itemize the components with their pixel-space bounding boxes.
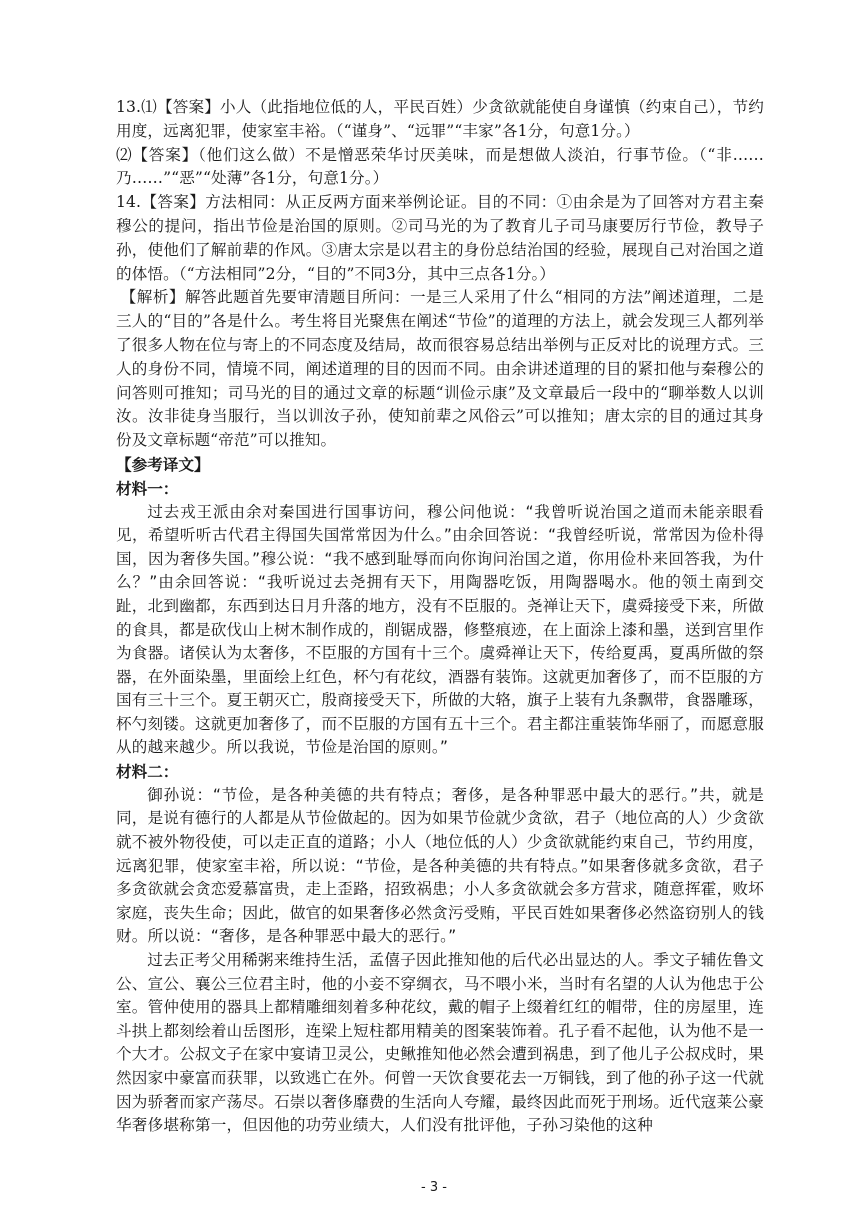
- answers-section: [116, 96, 764, 286]
- answer-13-2: ⑵【答案】（他们这么做）不是憎恶荣华讨厌美味，而是想做人淡泊，行事节俭。（“非……乃……”“恶”“处薄”各1分，句意1分。）: [116, 145, 764, 188]
- material-2-paragraph-2: 过去正考父用稀粥来维持生活，孟僖子因此推知他的后代必出显达的人。季文子辅佐鲁文公、宣公、襄公三位君主时，他的小妾不穿绸衣，马不喂小米，当时有名望的人认为他忠于公室。管仲使用的器具上都精雕细刻着多种花纹，戴的帽子上缀着红红的帽带，住的房屋里，连斗拱上都刻绘着山岳图形，连梁上短柱都用精美的图案装饰着。孔子看不起他，认为他不是一个大才。公叔文子在家中宴请卫灵公，史鳅推知他必然会遭到祸患，到了他儿子公叔戍时，果然因家中豪富而获罪，以致逃亡在外。何曾一天饮食要花去一万铜钱，到了他的孙子这一代就因为骄奢而家产荡尽。石崇以奢侈靡费的生活向人夸耀，最终因此而死于刑场。近代寇莱公豪华奢侈堪称第一，但因他的功劳业绩大，人们没有批评他，子孙习染他的这种: [116, 951, 764, 1135]
- material-1-title: 材料一：: [116, 478, 179, 498]
- answer-14: 14.【答案】方法相同：从正反两方面来举例论证。目的不同：①由余是为了回答对方君主秦穆公的提问，指出节俭是治国的原则。②司马光的为了教育儿子司马康要厉行节俭，教导子孙，使他们了解前辈的作风。③唐太宗是以君主的身份总结治国的经验，展现自己对治国之道的体悟。（“方法相同”2分，“目的”不同3分，其中三点各1分。）: [116, 193, 764, 283]
- translation-heading: 【参考译文】: [116, 454, 210, 474]
- page-number: - 3 -: [421, 1180, 447, 1195]
- analysis-text: 【解析】解答此题首先要审清题目所问：一是三人采用了什么“相同的方法”阐述道理，二是三人的“目的”各是什么。考生将目光聚焦在阐述“节俭”的道理的方法上，就会发现三人都列举了很多人物在位与寄上的不同态度及结局，故而很容易总结出举例与正反对比的说理方式。三人的身份不同，情境不同，阐述道理的目的因而不同。由余讲述道理的目的紧扣他与秦穆公的问答则可推知；司马光的目的通过文章的标题“训俭示康”及文章最后一段中的“聊举数人以训汝。汝非徒身当服行，当以训汝子孙，使知前辈之风俗云”可以推知；唐太宗的目的通过其身份及文章标题“帝范”可以推知。: [116, 288, 764, 450]
- answer-13-1: 13.⑴【答案】小人（此指地位低的人，平民百姓）少贪欲就能使自身谨慎（约束自己），节约用度，远离犯罪，使家室丰裕。（“谨身”、“远罪”“丰家”各1分，句意1分。）: [116, 98, 764, 140]
- page-content: [116, 96, 764, 1138]
- material-2-paragraph-1: 御孙说：“节俭，是各种美德的共有特点；奢侈，是各种罪恶中最大的恶行。”共，就是同，是说有德行的人都是从节俭做起的。因为如果节俭就少贪欲，君子（地位高的人）少贪欲就不被外物役使，可以走正直的道路；小人（地位低的人）少贪欲就能约束自己，节约用度，远离犯罪，使家室丰裕，所以说：“节俭，是各种美德的共有特点。”如果奢侈就多贪欲，君子多贪欲就会贪恋爱慕富贵，走上歪路，招致祸患；小人多贪欲就会多方营求，随意挥霍，败坏家庭，丧失生命；因此，做官的如果奢侈必然贪污受贿，平民百姓如果奢侈必然盗窃别人的钱财。所以说：“奢侈，是各种罪恶中最大的恶行。”: [116, 785, 764, 946]
- material-2-title: 材料二：: [116, 762, 179, 782]
- analysis-section: [116, 286, 764, 453]
- material-1-text: 过去戎王派由余对秦国进行国事访问，穆公问他说：“我曾听说治国之道而未能亲眼看见，希望听听古代君主得国失国常常因为什么。”由余回答说：“我曾经听说，常常因为俭朴得国，因为奢侈失国。”穆公说：“我不感到耻辱而向你询问治国之道，你用俭朴来回答我，为什么？”由余回答说：“我听说过去尧拥有天下，用陶器吃饭，用陶器喝水。他的领土南到交趾，北到幽都，东西到达日月升落的地方，没有不臣服的。尧禅让天下，虞舜接受下来，所做的食具，都是砍伐山上树木制作成的，削锯成器，修整痕迹，在上面涂上漆和墨，送到宫里作为食器。诸侯认为太奢侈，不臣服的方国有十三个。虞舜禅让天下，传给夏禹，夏禹所做的祭器，在外面染墨，里面绘上红色，杯勺有花纹，酒器有装饰。这就更加奢侈了，而不臣服的方国有三十三个。夏王朝灭亡，殷商接受天下，所做的大辂，旗子上装有九条飘带，食器雕琢，杯勺刻镂。这就更加奢侈了，而不臣服的方国有五十三个。君主都注重装饰华丽了，而愿意服从的越来越少。所以我说，节俭是治国的原则。”: [116, 502, 764, 757]
- translation-section: [116, 453, 764, 1138]
